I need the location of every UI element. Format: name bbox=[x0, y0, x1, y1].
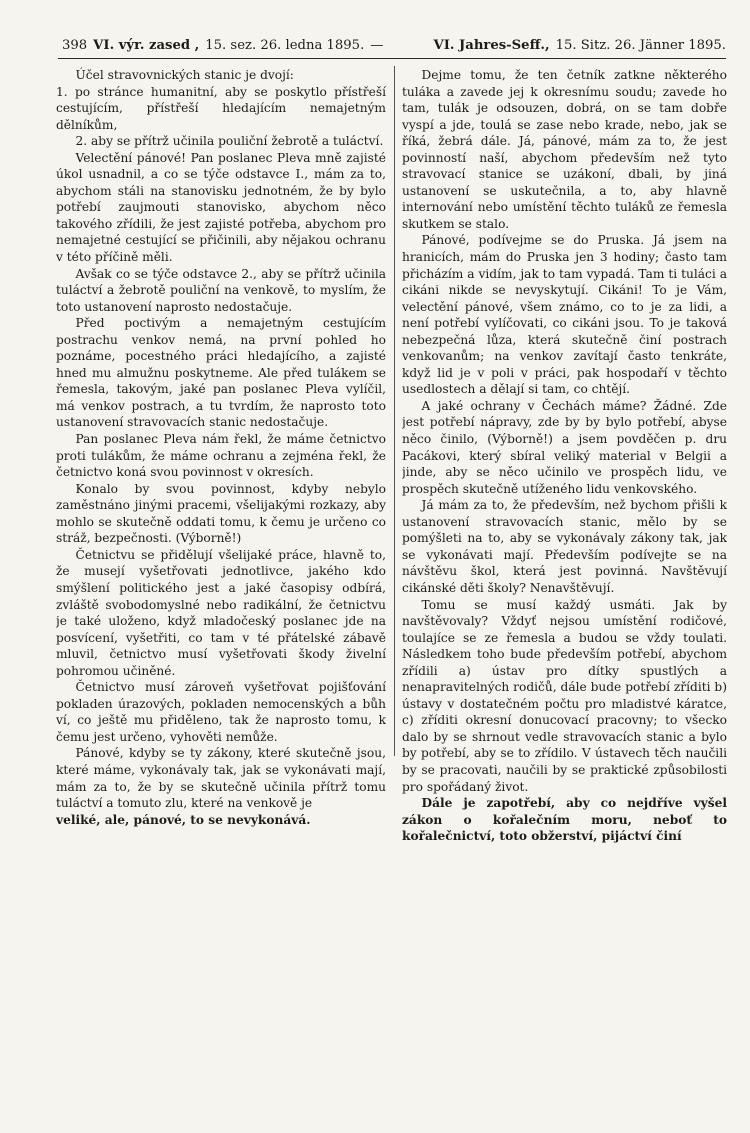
paragraph: Avšak co se týče odstavce 2., aby se přítrž učinila tuláctví a žebrotě pouliční na venkově, to myslím, že toto ustanovení naprosto nedostačuje. bbox=[56, 266, 386, 314]
paragraph: 1. po stránce humanitní, aby se poskytlo přístřeší cestujícím, přístřeší hledajícím nemajetným dělníkům, bbox=[56, 84, 386, 132]
paragraph: Konalo by svou povinnost, kdyby nebylo zaměstnáno jinými pracemi, všelijakými rozkazy, aby mohlo se skutečně oddati tomu, k čemu je určeno co stráž, bezpečnosti. (Výborně!) bbox=[56, 481, 386, 546]
right-column bbox=[402, 67, 727, 1067]
left-column bbox=[56, 67, 386, 1067]
paragraph: Velectění pánové! Pan poslanec Pleva mně zajisté úkol usnadnil, a co se týče odstavce I., mám za to, abychom stáli na stanovisku jednotném, že by bylo potřebí zaujmouti stanovisko, abychom něco takového zřídili, že jest zajisté potřeba, abychom pro nemajetné cestující se přičinili, aby nějakou ochranu v této příčině měli. bbox=[56, 150, 386, 265]
paragraph: Pánové, kdyby se ty zákony, které skutečně jsou, které máme, vykonávaly tak, jak se vykonávati mají, mám za to, že by se skutečně učinila přítrž tomu tuláctví a tomuto zlu, které na venkově je bbox=[56, 746, 386, 811]
paragraph: Já mám za to, že především, než bychom přišli k ustanovení stravovacích stanic, mělo by se pomýšleti na to, aby se vykonávaly zákony tak, jak se vykonávati mají. Především podívejte se na návštěvu škol, která jest povinná. Navštěvují cikánské děti školy? Nenavštěvují. bbox=[402, 498, 727, 595]
session-label-de: VI. Jahres-Seff., bbox=[433, 38, 550, 53]
column-divider bbox=[394, 66, 395, 756]
running-header bbox=[62, 38, 726, 53]
paragraph: Dále je zapotřebí, aby co nejdříve vyšel zákon o kořalečním moru, neboť to kořalečnictví, toto obžerství, pijáctví činí bbox=[402, 796, 727, 844]
paragraph-bold: veliké, ale, pánové, to se nevykonává. bbox=[56, 812, 311, 827]
paragraph: Účel stravovnických stanic je dvojí: bbox=[75, 68, 294, 82]
paragraph: Pan poslanec Pleva nám řekl, že máme četnictvo proti tulákům, že máme ochranu a zejména řekl, že četnictvo koná svou povinnost v okresích. bbox=[56, 432, 386, 480]
header-right bbox=[433, 38, 726, 53]
session-label: VI. výr. zased , bbox=[93, 38, 200, 53]
paragraph: Dejme tomu, že ten četník zatkne některého tuláka a zavede jej k okresnímu soudu; zavede ho tam, tulák je odsouzen, dobrá, on se tam dobře vyspí a jde, toulá se zase nebo krade, nebo, jak se říká, žebrá dále. Já, pánové, mám za to, že jest povinností naší, abychom především než tyto stravovací stanice se uzákoní, dbali, by jiná ustanovení se uskutečnila, a to, aby hlavně internování nebo umístění těchto tuláků ze řemesla skutkem se stalo. bbox=[402, 68, 727, 231]
paragraph: Před poctivým a nemajetným cestujícím postrachu venkov nemá, na první pohled ho poznáme, pocestného práci hledajícího, a zajisté hned mu almužnu poskytneme. Ale před tulákem se řemesla, takovým, jaké pan poslanec Pleva vylíčil, má venkov postrach, a tu tvrdím, že naprosto toto ustanovení stravovacích stanic nedostačuje. bbox=[56, 316, 386, 430]
page-number: 398 bbox=[62, 38, 88, 53]
paragraph: Pánové, podívejme se do Pruska. Já jsem na hranicích, mám do Pruska jen 3 hodiny; často tam přicházím a vidím, jak to tam vypadá. Tam ti tuláci a cikáni nikde se nevyskytují. Cikáni! To je Vám, velectění pánové, všem známo, co to je za lidi, a není potřebí vylíčovati, co cikáni jsou. To je taková nebezpečná lůza, která skutečně činí postrach venkovanům; na venkov zavítají často tenkráte, když lid je v poli v práci, pak hospodaří v těchto usedlostech a dělají si tam, co chtějí. bbox=[402, 233, 727, 397]
header-rule bbox=[58, 58, 726, 59]
paragraph: Tomu se musí každý usmáti. Jak by navštěvovaly? Vždyť nejsou umístění rodičové, toulajíce se ze řemesla a budou se vždy toulati. Následkem toho bude především potřebí, abychom zřídili a) ústav pro dítky spustlých a nenapravitelných rodičů, dále bude potřebí zříditi b) ústavy v dostatečném počtu pro mladistvé káratce, c) zříditi okresní donucovací pracovny; to všecko dalo by se shrnout vedle stravovacích stanic a bylo by potřebí, aby se to zřídilo. V ústavech těch naučili by se pracovati, naučili by se praktické způsobilosti pro spořádaný život. bbox=[402, 597, 727, 794]
paragraph: Četnictvu se přidělují všelijaké práce, hlavně to, že musejí vyšetřovati jednotlivce, jakého kdo smýšlení politického jest a jaké časopisy odbírá, zvláště svobodomyslné nebo radikální, že četnictvu je také uloženo, když mladočeský poslanec jde na posvícení, vyšetřiti, co tam v té přátelské zábavě mluvil, četnictvo musí vyšetřovati škody živelní pohromou učiněné. bbox=[56, 547, 386, 678]
header-left bbox=[62, 38, 383, 53]
paragraph: A jaké ochrany v Čechách máme? Žádné. Zde jest potřebí nápravy, zde by by bylo potřebí, abyse něco činilo, (Výborně!) a jsem povděčen p. dru Pacákovi, který sbíral veliký material v Belgii a jinde, aby se něco učinilo ve prospěch lidu, ve prospěch skutečně utíženého lidu venkovského. bbox=[402, 398, 727, 496]
header-separator: — bbox=[370, 38, 384, 53]
session-date-de: 15. Sitz. 26. Jänner 1895. bbox=[555, 38, 726, 53]
paragraph: Četnictvo musí zároveň vyšetřovat pojišťování pokladen úrazových, pokladen nemocenských a bůh ví, co ještě mu přiděleno, tak že naprosto tomu, k čemu jest určeno, vyhověti nemůže. bbox=[56, 680, 386, 744]
paragraph: 2. aby se přítrž učinila pouliční žebrotě a tuláctví. bbox=[75, 134, 384, 149]
session-date: 15. sez. 26. ledna 1895. bbox=[205, 38, 365, 53]
